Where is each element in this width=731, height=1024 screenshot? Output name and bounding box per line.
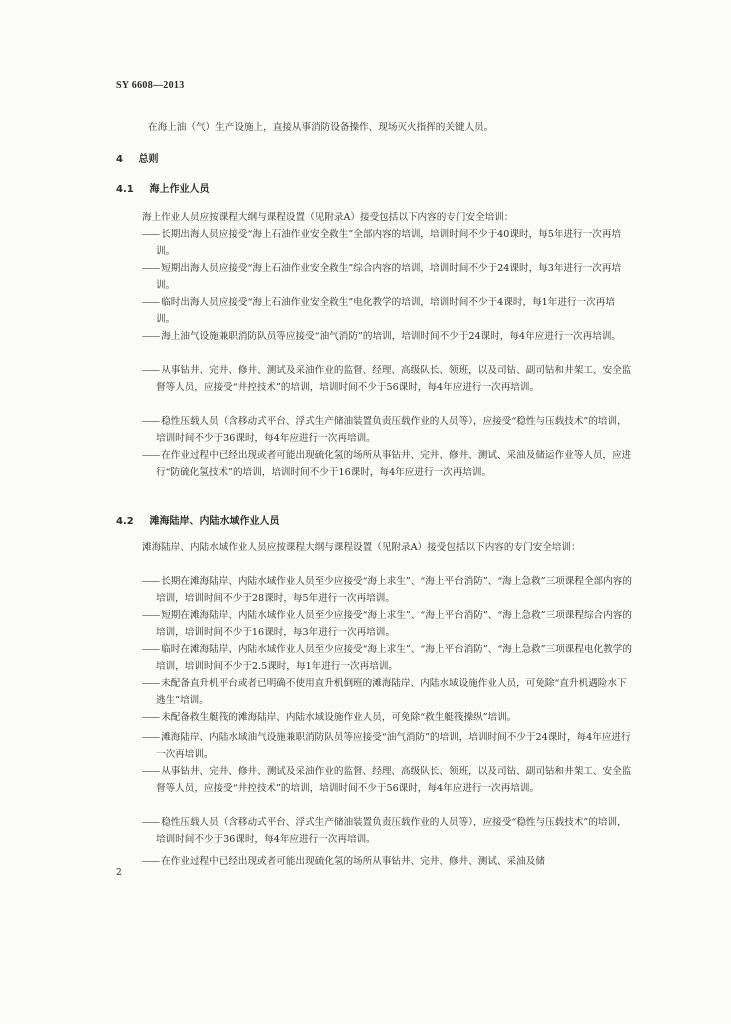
section-4-1-number: 4.1 bbox=[116, 184, 134, 195]
list-item: —— 短期在滩海陆岸、内陆水域作业人员至少应接受“海上求生”、“海上平台消防”、“海上急救”三项课程综合内容的培训，培训时间不少于16课时，每3年进行一次再培训。 bbox=[142, 607, 634, 641]
section-4-2-heading bbox=[116, 512, 279, 527]
list-item: —— 临时在滩海陆岸、内陆水域作业人员至少应接受“海上求生”、“海上平台消防”、“海上急救”三项课程电化教学的培训，培训时间不少于2.5课时，每1年进行一次再培训。 bbox=[142, 641, 634, 675]
list-item: —— 从事钻井、完井、修井、测试及采油作业的监督、经理、高级队长、领班，以及司钻、副司钻和井架工、安全监督等人员，应接受“井控技术”的培训，培训时间不少于56课时，每4年应进行一次再培训。 bbox=[142, 362, 634, 396]
section-4-number: 4 bbox=[116, 154, 123, 165]
list-item: —— 在作业过程中已经出现或者可能出现硫化氢的场所从事钻井、完井、修井、测试、采油及储运作业等人员，应进行“防硫化氢技术”的培训，培训时间不少于16课时，每4年应进行一次再培训。 bbox=[142, 447, 634, 481]
list-item: —— 临时出海人员应接受“海上石油作业安全救生”电化教学的培训，培训时间不少于4课时，每1年进行一次再培训。 bbox=[142, 294, 634, 328]
list-item: —— 稳性压载人员（含移动式平台、浮式生产储油装置负责压载作业的人员等），应接受“稳性与压载技术”的培训，培训时间不少于36课时，每4年应进行一次再培训。 bbox=[142, 413, 634, 447]
list-item: —— 滩海陆岸、内陆水域油气设施兼职消防队员等应接受“油气消防”的培训，培训时间不少于24课时，每4年应进行一次再培训。 bbox=[142, 729, 634, 763]
list-item: —— 长期出海人员应接受“海上石油作业安全救生”全部内容的培训，培训时间不少于40课时，每5年进行一次再培训。 bbox=[142, 226, 634, 260]
section-4-2-lead: 滩海陆岸、内陆水域作业人员应按课程大纲与课程设置（见附录A）接受包括以下内容的专门安全培训： bbox=[142, 542, 581, 553]
list-item: —— 未配备直升机平台或者已明确不使用直升机倒班的滩海陆岸、内陆水域设施作业人员，可免除“直升机遇险水下逃生”培训。 bbox=[142, 675, 634, 709]
section-4-1-heading bbox=[116, 180, 209, 195]
section-4-title: 总则 bbox=[138, 154, 159, 165]
section-4-1-title: 海上作业人员 bbox=[149, 184, 210, 195]
intro-paragraph: 在海上油（气）生产设施上，直接从事消防设备操作、现场灭火指挥的关键人员。 bbox=[148, 122, 494, 133]
list-item: —— 短期出海人员应接受“海上石油作业安全救生”综合内容的培训，培训时间不少于24课时，每3年进行一次再培训。 bbox=[142, 260, 634, 294]
page-number: 2 bbox=[116, 868, 122, 878]
list-item: —— 未配备救生艇筏的滩海陆岸、内陆水域设施作业人员，可免除“救生艇筏操纵”培训。 bbox=[142, 709, 634, 726]
list-item: —— 从事钻井、完井、修井、测试及采油作业的监督、经理、高级队长、领班，以及司钻、副司钻和井架工、安全监督等人员，应接受“井控技术”的培训，培训时间不少于56课时，每4年应进行一次再培训。 bbox=[142, 763, 634, 797]
list-item: —— 稳性压载人员（含移动式平台、浮式生产储油装置负责压载作业的人员等），应接受“稳性与压载技术”的培训，培训时间不少于36课时，每4年应进行一次再培训。 bbox=[142, 814, 634, 848]
section-4-2-title: 滩海陆岸、内陆水域作业人员 bbox=[149, 516, 280, 527]
section-4-1-lead: 海上作业人员应按课程大纲与课程设置（见附录A）接受包括以下内容的专门安全培训： bbox=[142, 212, 514, 223]
section-4-2-number: 4.2 bbox=[116, 516, 134, 527]
list-item: —— 在作业过程中已经出现或者可能出现硫化氢的场所从事钻井、完井、修井、测试、采油及储 bbox=[142, 853, 634, 870]
list-item: —— 海上油气设施兼职消防队员等应接受“油气消防”的培训，培训时间不少于24课时，每4年应进行一次再培训。 bbox=[142, 328, 634, 345]
list-item: —— 长期在滩海陆岸、内陆水域作业人员至少应接受“海上求生”、“海上平台消防”、“海上急救”三项课程全部内容的培训，培训时间不少于28课时，每5年进行一次再培训。 bbox=[142, 573, 634, 607]
standard-code-header: SY 6608—2013 bbox=[116, 80, 185, 91]
section-4-heading bbox=[116, 150, 158, 165]
